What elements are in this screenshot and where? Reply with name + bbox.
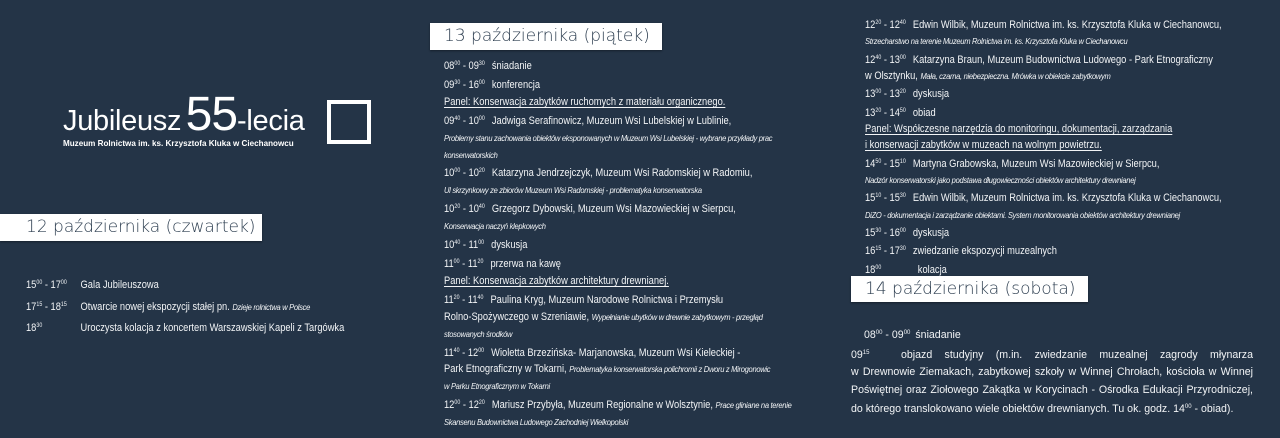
time-range: $13^{20} - 14^{50}$ (865, 106, 906, 119)
entry-text: Jadwiga Serafinowicz, Muzeum Wsi Lubelskiej w Lublinie, (491, 114, 732, 127)
time-minutes: 15 (36, 301, 43, 308)
talk-title: Prace gliniane na terenie (715, 400, 792, 411)
entry-text: konferencja (491, 78, 541, 91)
time-range: $11^{00} - 11^{20}$ (444, 257, 484, 270)
time-minutes: 30 (478, 61, 485, 67)
time-range: $14^{50} - 15^{10}$ (865, 157, 906, 170)
time-minutes: 00 (899, 54, 906, 61)
schedule-line (444, 199, 791, 218)
talk-title: Konserwacja naczyń klepkowych (444, 221, 546, 232)
schedule-line (444, 378, 791, 395)
time-minutes: 40 (477, 294, 484, 301)
time-minutes: 00 (454, 168, 461, 175)
panel-title: Panel: Konserwacja zabytków architektury drewnianej. (444, 274, 669, 287)
talk-title: Mała, czarna, niebezpieczna. Mrówka w obiekcie zabytkowym (920, 71, 1111, 82)
entry-text: Gala Jubileuszowa (80, 279, 159, 291)
time-range: $12^{20} - 12^{40}$ (865, 19, 906, 31)
schedule-line (444, 111, 791, 130)
time-range: $11^{20} - 11^{40}$ (444, 293, 484, 306)
schedule-line (444, 326, 791, 343)
schedule-line (444, 147, 791, 164)
time-minutes: 20 (478, 168, 485, 175)
schedule-line (26, 274, 344, 296)
time-minutes: 00 (454, 61, 461, 67)
time-minutes: 30 (36, 323, 43, 329)
entry-text: obiad (912, 106, 936, 119)
schedule-line (851, 364, 1253, 382)
entry-text: Poświętnej oraz Ziołowego Zakątka w Korycinach - Ośrodka Edukacji Przyrodniczej, (851, 383, 1253, 396)
entry-text: dyskusja (912, 88, 950, 101)
time-minutes: 00 (453, 258, 460, 265)
museum-name: Muzeum Rolnictwa im. ks. Krzysztofa Kluka w Ciechanowcu (63, 139, 294, 148)
talk-title: Problemy stanu zachowania obiektów eksponowanych w Muzeum Wsi Lubelskiej - wybrane przykłady prac (444, 132, 773, 143)
time-range: $09^{15}$ (851, 348, 870, 361)
schedule-line (444, 182, 791, 199)
schedule-line (865, 188, 1222, 206)
time-range: $18^{00}$ (865, 263, 882, 276)
schedule-line (444, 56, 791, 75)
time-range: $10^{20} - 10^{40}$ (444, 203, 485, 216)
schedule-line (444, 290, 791, 309)
time-minutes: 15 (875, 246, 882, 253)
schedule-line (865, 84, 1222, 102)
panel-heading (865, 121, 1222, 137)
time-minutes: 40 (478, 204, 485, 211)
panel-heading (444, 94, 791, 111)
time-minutes: 30 (875, 228, 882, 235)
panel-title: Panel: Współczesne narzędzia do monitoringu, dokumentacji, zarządzania (865, 123, 1173, 136)
time-minutes: 30 (899, 193, 906, 200)
talk-title: Skansenu Budownictwa Ludowego Zachodniej Wielkopolski (444, 417, 629, 428)
schedule-line (444, 395, 791, 414)
entry-text: kolacja (917, 263, 947, 276)
talk-title: Wypełnianie ubytków w drewnie zabytkowym - przegląd (591, 311, 763, 322)
title-suffix: -lecia (237, 105, 305, 137)
time-minutes: 30 (899, 246, 906, 253)
entry-text: do którego translokowano wiele obiektów drewnianych. Tu ok. godz. 14 (851, 403, 1185, 415)
time-range: $10^{00} - 10^{20}$ (444, 167, 485, 180)
time-minutes: 40 (875, 54, 882, 61)
entry-text: Edwin Wilbik, Muzeum Rolnictwa im. ks. Krzysztofa Kluka w Ciechanowcu, (912, 19, 1222, 31)
time-range: $15^{00} - 17^{00}$ (26, 279, 67, 291)
time-range: $09^{30} - 16^{00}$ (444, 78, 485, 91)
time-minutes: 30 (454, 79, 461, 86)
time-minutes: 20 (875, 20, 882, 26)
panel-title: i konserwacji zabytków w muzeach na wolnym powietrzu. (865, 139, 1102, 152)
time-minutes: 00 (899, 228, 906, 235)
schedule-line (864, 325, 1253, 345)
time-range: $15^{30} - 16^{00}$ (865, 227, 906, 240)
schedule-line (865, 15, 1222, 33)
time-minutes: 20 (478, 400, 485, 407)
day-heading-13: 13 października (piątek) (430, 23, 662, 50)
time-minutes: 00 (1184, 404, 1192, 410)
schedule-line (444, 414, 791, 431)
talk-title: Nadzór konserwatorski jako podstawa długowieczności obiektów architektury drewnianej (865, 175, 1136, 186)
time-range: $17^{15} - 18^{15}$ (26, 300, 67, 313)
entry-text: w Drewnowie Ziemakach, zabytkowej szkoły w Winnej Chrołach, kościoła w Winnej (851, 366, 1253, 378)
day2-schedule (444, 56, 791, 431)
entry-text: dyskusja (491, 239, 528, 252)
time-minutes: 00 (478, 240, 485, 247)
schedule-line (851, 345, 1253, 365)
entry-text: dyskusja (912, 227, 950, 240)
time-minutes: 15 (862, 349, 870, 356)
entry-text: Park Etnograficzny w Tokarni, (444, 363, 570, 376)
time-minutes: 00 (60, 280, 67, 286)
time-range: $16^{15} - 17^{30}$ (865, 245, 906, 258)
schedule-line (444, 343, 791, 362)
schedule-line (865, 68, 1222, 84)
time-range: $09^{40} - 10^{00}$ (444, 114, 485, 127)
schedule-line (865, 207, 1222, 223)
time-range: $18^{30}$ (26, 322, 43, 334)
entry-text: objazd studyjny (m.in. zwiedzanie muzealnej zagrody młynarza (901, 348, 1253, 361)
schedule-line (865, 154, 1222, 172)
schedule-line (865, 33, 1222, 49)
entry-text: śniadanie (491, 60, 532, 72)
entry-text: Uroczysta kolacja z koncertem Warszawskiej Kapeli z Targówka (80, 322, 345, 334)
day2-schedule-continued (865, 15, 1222, 278)
schedule-line (865, 172, 1222, 188)
day3-schedule (851, 325, 1253, 419)
time-minutes: 00 (875, 264, 882, 271)
schedule-line (444, 309, 791, 326)
time-range: $15^{10} - 15^{30}$ (865, 192, 906, 205)
time-minutes: 00 (36, 280, 43, 286)
panel-heading (444, 273, 791, 290)
time-minutes: 15 (60, 301, 67, 308)
entry-text: Paulina Kryg, Muzeum Narodowe Rolnictwa i Przemysłu (490, 293, 724, 306)
time-range: $13^{00} - 13^{20}$ (865, 88, 906, 101)
entry-text: przerwa na kawę (490, 257, 561, 270)
talk-title: konserwatorskich (444, 149, 498, 160)
time-minutes: 20 (453, 294, 460, 301)
day-heading-14: 14 października (sobota) (851, 276, 1088, 302)
schedule-line (865, 241, 1222, 259)
time-minutes: 00 (478, 347, 485, 354)
time-range: $12^{00} - 12^{20}$ (444, 399, 485, 412)
title-word: Jubileusz (63, 105, 182, 137)
schedule-line (444, 163, 791, 182)
time-minutes: 00 (454, 400, 461, 407)
jubilee-title (63, 88, 305, 141)
talk-title: DiZO - dokumentacja i zarządzanie obiektami. System monitorowania obiektów architektury drewnianej (865, 209, 1180, 220)
time-minutes: 00 (903, 330, 911, 336)
schedule-line (865, 223, 1222, 241)
schedule-line (851, 399, 1253, 419)
schedule-line (865, 50, 1222, 68)
talk-title: w Parku Etnograficznym w Tokarni (444, 381, 550, 392)
time-minutes: 40 (453, 347, 460, 354)
time-minutes: 50 (875, 158, 882, 165)
time-minutes: 50 (899, 107, 906, 114)
talk-title: Ul skrzynkowy ze zbiorów Muzeum Wsi Radomskiej - problematyka konserwatorska (444, 185, 702, 196)
panel-heading (865, 137, 1222, 153)
time-minutes: 40 (454, 115, 461, 122)
schedule-line (444, 254, 791, 273)
talk-title: Problematyka konserwatorska polichromii z Dworu z Mirogonowic (569, 364, 771, 375)
time-minutes: 00 (478, 115, 485, 122)
entry-text: Mariusz Przybyła, Muzeum Regionalne w Wolsztynie, (491, 399, 716, 412)
entry-text: Otwarcie nowej ekspozycji stałej pn. (80, 300, 233, 313)
time-minutes: 20 (454, 204, 461, 211)
entry-text: Edwin Wilbik, Muzeum Rolnictwa im. ks. Krzysztofa Kluka w Ciechanowcu, (912, 192, 1222, 205)
time-range: $08^{00} - 09^{00}$ (864, 329, 911, 341)
time-minutes: 00 (875, 89, 882, 96)
square-outline-icon (327, 100, 371, 144)
entry-text: zwiedzanie ekspozycji muzealnych (912, 245, 1057, 258)
schedule-line (26, 296, 344, 318)
panel-title: Panel: Konserwacja zabytków ruchomych z materiału organicznego. (444, 95, 726, 108)
time-minutes: 20 (899, 89, 906, 96)
entry-text: Grzegorz Dybowski, Muzeum Wsi Mazowieckiej w Sierpcu, (491, 203, 736, 216)
entry-text: Rolno-Spożywczego w Szreniawie, (444, 310, 592, 323)
time-range: $11^{40} - 12^{00}$ (444, 346, 485, 359)
talk-title: Strzecharstwo na terenie Muzeum Rolnictwa im. ks. Krzysztofa Kluka w Ciechanowcu (865, 36, 1128, 47)
day1-schedule (26, 274, 344, 339)
schedule-line (444, 235, 791, 254)
schedule-line (444, 130, 791, 147)
time-minutes: 20 (875, 107, 882, 114)
time-range: $12^{40} - 13^{00}$ (865, 53, 906, 66)
schedule-line (26, 317, 344, 339)
entry-text: śniadanie (915, 329, 961, 341)
time-minutes: 10 (875, 193, 882, 200)
day-heading-12: 12 października (czwartek) (0, 214, 262, 241)
time-minutes: 40 (899, 20, 906, 26)
schedule-line (444, 218, 791, 235)
talk-title: Dzieje rolnictwa w Polsce (232, 301, 311, 312)
time-minutes: 40 (454, 240, 461, 247)
schedule-line (851, 382, 1253, 400)
entry-text: - obiad). (1191, 403, 1234, 415)
schedule-line (865, 103, 1222, 121)
time-minutes: 10 (899, 158, 906, 165)
schedule-line (444, 361, 791, 378)
entry-text: Wioletta Brzezińska- Marjanowska, Muzeum Wsi Kieleckiej - (491, 346, 741, 359)
time-minutes: 00 (875, 330, 883, 336)
title-number: 55 (185, 88, 238, 141)
talk-title: stosowanych środków (444, 328, 513, 339)
time-minutes: 20 (477, 258, 484, 265)
schedule-line (444, 75, 791, 94)
time-range: $10^{40} - 11^{00}$ (444, 239, 485, 252)
time-range: $08^{00} - 09^{30}$ (444, 60, 485, 72)
time-minutes: 00 (478, 79, 485, 86)
entry-text: Katarzyna Braun, Muzeum Budownictwa Ludowego - Park Etnograficzny (912, 53, 1213, 66)
entry-text: Katarzyna Jendrzejczyk, Muzeum Wsi Radomskiej w Radomiu, (491, 167, 753, 180)
entry-text: w Olsztynku, (865, 70, 921, 83)
entry-text: Martyna Grabowska, Muzeum Wsi Mazowieckiej w Sierpcu, (912, 157, 1160, 170)
